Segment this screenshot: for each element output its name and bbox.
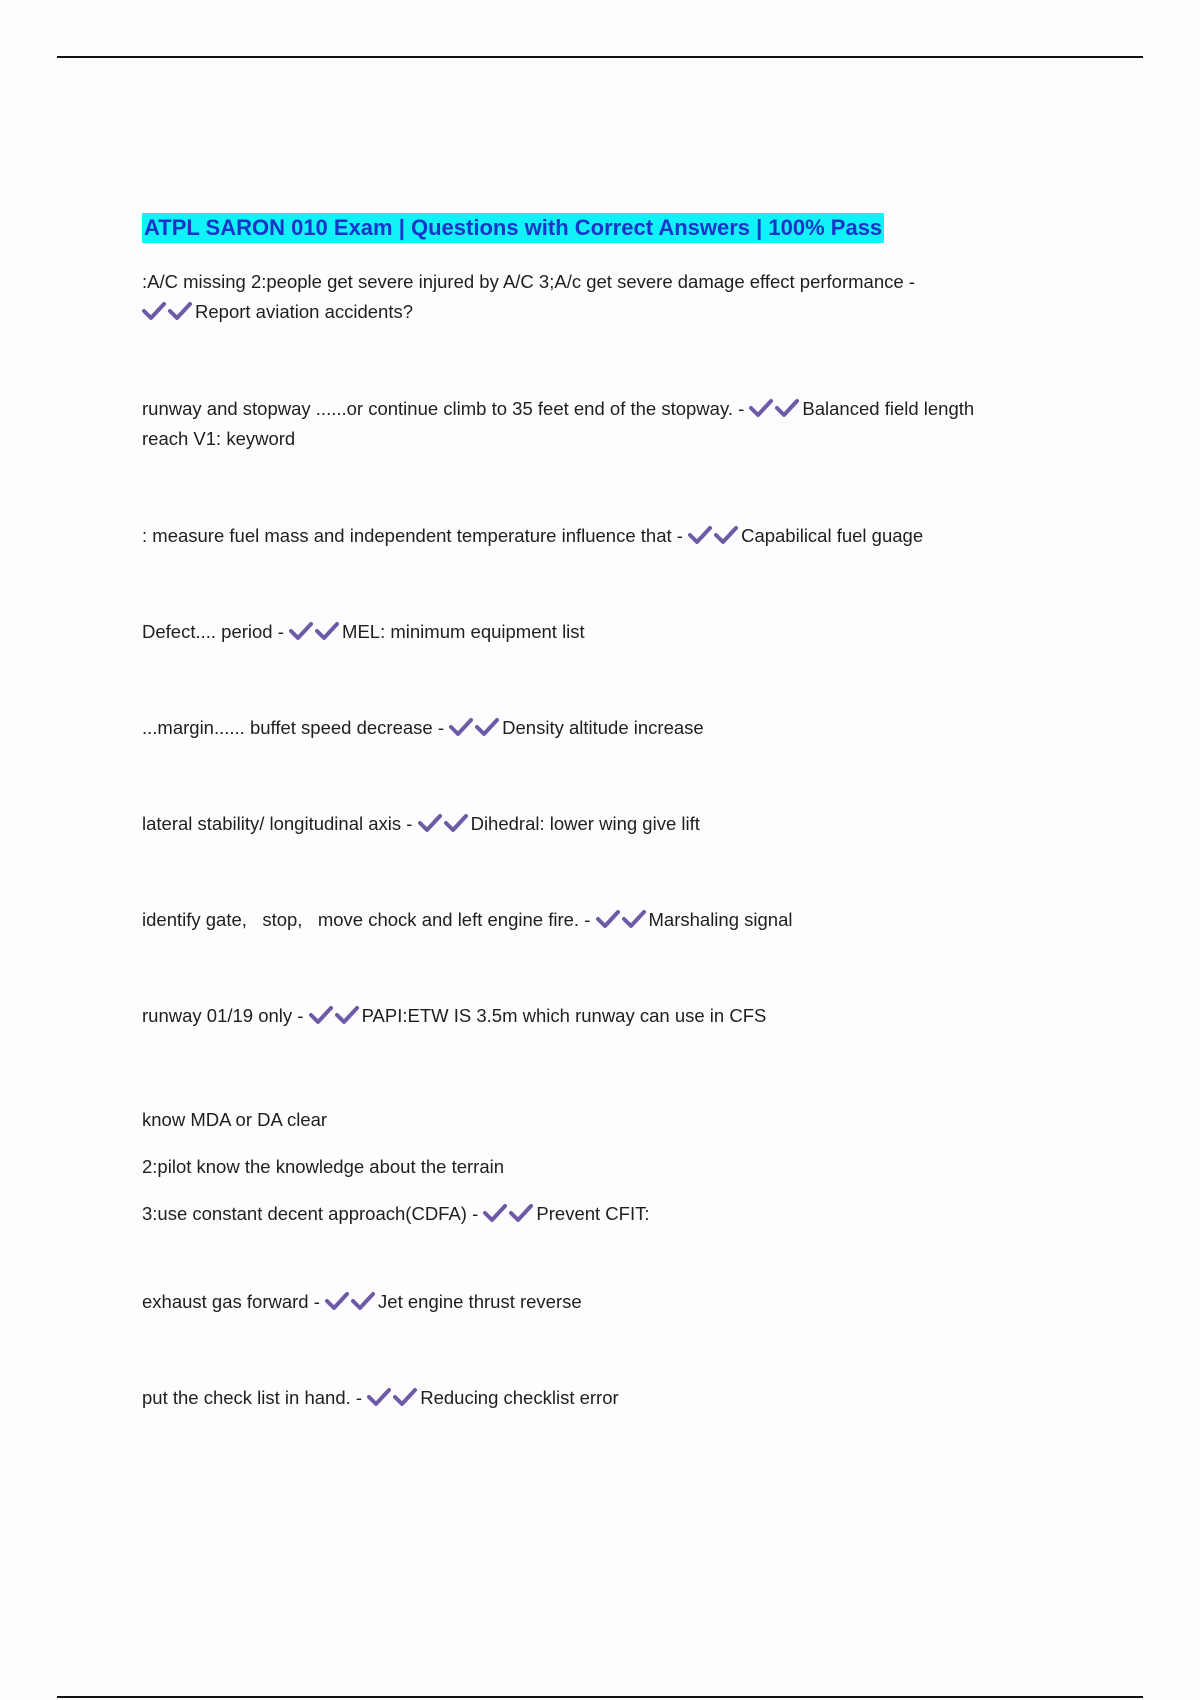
qa-item bbox=[142, 267, 1062, 327]
qa-item bbox=[142, 713, 1062, 743]
qa-item bbox=[142, 905, 1062, 935]
check-mark-icon bbox=[444, 813, 470, 833]
answer-text: PAPI:ETW IS 3.5m which runway can use in CFS bbox=[361, 1005, 767, 1026]
answer-text: Balanced field length bbox=[802, 398, 975, 419]
answer-text: Jet engine thrust reverse bbox=[378, 1291, 582, 1312]
question-line: 2:pilot know the knowledge about the terrain bbox=[142, 1156, 505, 1177]
question-text: exhaust gas forward - bbox=[142, 1291, 320, 1312]
question-text: : measure fuel mass and independent temperature influence that - bbox=[142, 525, 683, 546]
check-mark-icon bbox=[475, 717, 501, 737]
check-mark-icon bbox=[325, 1291, 351, 1311]
answer-text-continued: reach V1: keyword bbox=[142, 428, 296, 449]
question-line: 3:use constant decent approach(CDFA) - bbox=[142, 1203, 479, 1224]
check-mark-icon bbox=[596, 909, 622, 929]
question-line: know MDA or DA clear bbox=[142, 1109, 328, 1130]
check-mark-icon bbox=[289, 621, 315, 641]
qa-item bbox=[142, 1096, 1062, 1237]
check-mark-icon bbox=[749, 398, 775, 418]
qa-item bbox=[142, 1001, 1062, 1031]
question-text: Defect.... period - bbox=[142, 621, 284, 642]
check-mark-icon bbox=[775, 398, 801, 418]
answer-text: Density altitude increase bbox=[502, 717, 704, 738]
answer-text: Dihedral: lower wing give lift bbox=[470, 813, 700, 834]
check-mark-icon bbox=[309, 1005, 335, 1025]
check-mark-icon bbox=[335, 1005, 361, 1025]
answer-text: Prevent CFIT: bbox=[536, 1203, 650, 1224]
check-mark-icon bbox=[418, 813, 444, 833]
answer-text: Reducing checklist error bbox=[420, 1387, 619, 1408]
qa-item bbox=[142, 617, 1062, 647]
question-text: put the check list in hand. - bbox=[142, 1387, 363, 1408]
answer-text: Marshaling signal bbox=[648, 909, 793, 930]
question-text: :A/C missing 2:people get severe injured by A/C 3;A/c get severe damage effect performance - bbox=[142, 271, 915, 292]
check-mark-icon bbox=[315, 621, 341, 641]
answer-text: Report aviation accidents? bbox=[195, 301, 414, 322]
qa-item bbox=[142, 1287, 1062, 1317]
check-mark-icon bbox=[714, 525, 740, 545]
question-text: identify gate, stop, move chock and left engine fire. - bbox=[142, 909, 591, 930]
answer-line bbox=[142, 297, 1062, 327]
check-mark-icon bbox=[367, 1387, 393, 1407]
check-mark-icon bbox=[142, 301, 168, 321]
footer-rule bbox=[57, 1696, 1143, 1698]
qa-item bbox=[142, 394, 1062, 454]
qa-item bbox=[142, 521, 1062, 551]
qa-item bbox=[142, 809, 1062, 839]
check-mark-icon bbox=[622, 909, 648, 929]
check-mark-icon bbox=[449, 717, 475, 737]
check-mark-icon bbox=[351, 1291, 377, 1311]
question-text: runway 01/19 only - bbox=[142, 1005, 304, 1026]
question-text: lateral stability/ longitudinal axis - bbox=[142, 813, 413, 834]
question-text: ...margin...... buffet speed decrease - bbox=[142, 717, 444, 738]
document-title: ATPL SARON 010 Exam | Questions with Correct Answers | 100% Pass bbox=[142, 213, 884, 243]
check-mark-icon bbox=[168, 301, 194, 321]
qa-item bbox=[142, 1383, 1062, 1413]
question-text: runway and stopway ......or continue climb to 35 feet end of the stopway. - bbox=[142, 398, 745, 419]
check-mark-icon bbox=[688, 525, 714, 545]
answer-text: MEL: minimum equipment list bbox=[342, 621, 585, 642]
check-mark-icon bbox=[509, 1203, 535, 1223]
check-mark-icon bbox=[483, 1203, 509, 1223]
check-mark-icon bbox=[393, 1387, 419, 1407]
answer-text: Capabilical fuel guage bbox=[741, 525, 924, 546]
header-rule bbox=[57, 56, 1143, 58]
